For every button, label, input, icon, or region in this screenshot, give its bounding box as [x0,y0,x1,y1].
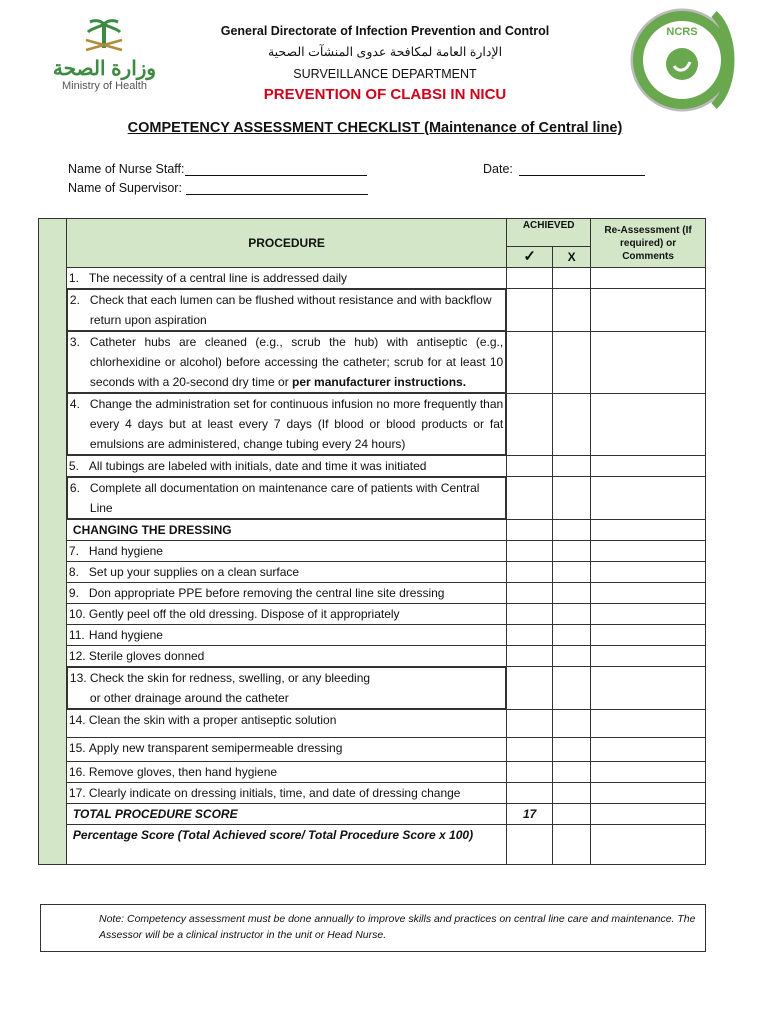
not-achieved-cell[interactable] [553,331,591,393]
directorate-title: General Directorate of Infection Prevention and Control [220,24,550,38]
procedure-cell [66,541,506,562]
table-row [39,710,706,738]
not-achieved-cell[interactable] [553,583,591,604]
table-row [39,625,706,646]
ncrs-logo [624,4,744,116]
procedure-cell [66,604,506,625]
ministry-of-health-logo [42,18,167,98]
item-text: The necessity of a central line is addressed daily [88,271,348,285]
item-number: 13. [69,671,87,685]
total-procedure-label: TOTAL PROCEDURE SCORE [66,804,506,825]
not-achieved-cell[interactable] [553,783,591,804]
comment-cell[interactable] [591,762,706,783]
item-text: Change the administration set for continuous infusion no more frequently than every 4 days but at least every 7 days (If blood or blood products or fat emulsions are administered, change tubing every 24 hours) [89,397,504,451]
procedure-cell [66,646,506,667]
item-number: 17. [68,786,86,800]
achieved-cell[interactable] [507,477,553,520]
nurse-name-line[interactable] [185,163,367,176]
item-number: 8. [68,565,79,579]
table-row [39,667,706,710]
not-achieved-cell[interactable] [553,667,591,710]
achieved-cell[interactable] [507,783,553,804]
item-number: 6. [69,481,80,495]
comment-cell[interactable] [591,667,706,710]
percentage-comment-cell[interactable] [591,825,706,865]
percentage-row [39,825,706,865]
item-text: All tubings are labeled with initials, date and time it was initiated [88,459,427,473]
comment-cell[interactable] [591,456,706,477]
comment-cell[interactable] [591,331,706,393]
reassessment-header: Re-Assessment (If required) or Comments [591,219,706,268]
note-box [40,904,706,952]
item-number: 4. [69,397,80,411]
achieved-cell[interactable] [507,646,553,667]
procedure-cell [66,562,506,583]
date-field[interactable] [483,162,645,176]
procedure-cell [66,583,506,604]
x-column-header: X [553,247,591,268]
table-row [39,456,706,477]
comment-cell[interactable] [591,268,706,289]
comment-cell[interactable] [591,625,706,646]
document-title: COMPETENCY ASSESSMENT CHECKLIST (Maintenance of Central line) [127,120,623,136]
table-row [39,393,706,456]
item-number: 10. [68,607,86,621]
achieved-cell[interactable] [507,541,553,562]
table-row [39,604,706,625]
date-line[interactable] [519,163,645,176]
procedure-cell [66,738,506,762]
item-number: 15. [68,741,86,755]
not-achieved-cell[interactable] [553,541,591,562]
comment-cell[interactable] [591,541,706,562]
logo-arabic-text: وزارة الصحة [52,58,157,80]
table-row [39,331,706,393]
comment-cell[interactable] [591,783,706,804]
total-row [39,804,706,825]
achieved-cell[interactable] [507,762,553,783]
comment-cell[interactable] [591,738,706,762]
table-row [39,477,706,520]
comment-cell[interactable] [591,710,706,738]
section-title: CHANGING THE DRESSING [66,520,506,541]
not-achieved-cell[interactable] [553,456,591,477]
achieved-cell[interactable] [507,625,553,646]
not-achieved-cell[interactable] [553,762,591,783]
logo-english-text: Ministry of Health [62,80,147,92]
procedure-cell [66,783,506,804]
procedure-cell [66,710,506,738]
note-text: Note: Competency assessment must be done annually to improve skills and practices on central line care and maintenance. The Assessor will be a clinical instructor in the unit or Head Nurse. [99,913,696,941]
item-text: Clearly indicate on dressing initials, time, and date of dressing change [88,786,461,800]
table-row [39,646,706,667]
item-text: Hand hygiene [88,544,163,558]
check-column-header: ✓ [507,247,553,268]
comment-cell[interactable] [591,477,706,520]
item-number: 2. [69,293,80,307]
item-text: Clean the skin with a proper antiseptic solution [88,713,337,727]
empty-cell [553,804,591,825]
section-row [39,520,706,541]
item-number: 14. [68,713,86,727]
achieved-cell[interactable] [507,562,553,583]
program-title: PREVENTION OF CLABSI IN NICU [263,86,507,103]
table-row [39,541,706,562]
supervisor-name-field[interactable] [68,181,368,195]
item-number: 7. [68,544,79,558]
item-text-bold: per manufacturer instructions. [292,375,467,389]
not-achieved-cell[interactable] [553,268,591,289]
nurse-name-field[interactable] [68,162,367,176]
comment-cell[interactable] [591,289,706,332]
item-text: Apply new transparent semipermeable dressing [88,741,343,755]
green-side-band [39,219,67,865]
procedure-header: PROCEDURE [66,219,506,268]
achieved-cell[interactable] [507,604,553,625]
not-achieved-cell[interactable] [553,625,591,646]
procedure-cell [67,393,506,455]
comment-cell[interactable] [591,393,706,456]
comment-cell[interactable] [591,604,706,625]
empty-cell [507,520,553,541]
empty-cell [591,804,706,825]
procedure-cell [67,331,506,393]
comment-cell[interactable] [591,562,706,583]
achieved-cell[interactable] [507,393,553,456]
item-text: Hand hygiene [88,628,163,642]
competency-checklist-table [38,218,706,865]
procedure-cell [66,456,506,477]
not-achieved-cell[interactable] [553,562,591,583]
achieved-cell[interactable] [507,268,553,289]
total-procedure-value: 17 [507,804,553,825]
procedure-cell [66,268,506,289]
table-row [39,762,706,783]
not-achieved-cell[interactable] [553,289,591,332]
achieved-cell[interactable] [507,583,553,604]
item-text: Check that each lumen can be flushed without resistance and with backflow return upon aspiration [89,293,492,327]
supervisor-name-label: Name of Supervisor: [68,181,182,195]
achieved-header: ACHIEVED [507,219,591,247]
table-row [39,289,706,332]
directorate-arabic: الإدارة العامة لمكافحة عدوى المنشآت الصحية [267,45,503,59]
item-number: 16. [68,765,86,779]
table-row [39,783,706,804]
achieved-cell[interactable] [507,289,553,332]
department-title: SURVEILLANCE DEPARTMENT [293,67,477,81]
item-number: 5. [68,459,79,473]
not-achieved-cell[interactable] [553,477,591,520]
table-row [39,738,706,762]
percentage-score-label: Percentage Score (Total Achieved score/ Total Procedure Score x 100) [66,825,506,865]
table-row [39,583,706,604]
nurse-name-label: Name of Nurse Staff: [68,162,185,176]
table-row [39,562,706,583]
item-number: 9. [68,586,79,600]
item-text: Check the skin for redness, swelling, or any bleeding or other drainage around the catheter [89,671,371,705]
achieved-cell[interactable] [507,710,553,738]
empty-cell [553,520,591,541]
procedure-cell [67,667,506,709]
item-text: Complete all documentation on maintenance care of patients with Central Line [89,481,480,515]
procedure-cell [66,625,506,646]
achieved-cell[interactable] [507,667,553,710]
not-achieved-cell[interactable] [553,646,591,667]
percentage-x-cell[interactable] [553,825,591,865]
achieved-cell[interactable] [507,456,553,477]
item-number: 3. [69,335,80,349]
item-text: Remove gloves, then hand hygiene [88,765,278,779]
item-text: Set up your supplies on a clean surface [88,565,300,579]
table-row [39,268,706,289]
item-text: Don appropriate PPE before removing the central line site dressing [88,586,445,600]
supervisor-name-line[interactable] [186,182,368,195]
achieved-cell[interactable] [507,331,553,393]
not-achieved-cell[interactable] [553,738,591,762]
empty-cell [591,520,706,541]
not-achieved-cell[interactable] [553,710,591,738]
date-label: Date: [483,162,513,176]
not-achieved-cell[interactable] [553,393,591,456]
procedure-cell [66,762,506,783]
achieved-cell[interactable] [507,738,553,762]
item-number: 11. [68,628,85,642]
item-number: 12. [68,649,86,663]
not-achieved-cell[interactable] [553,604,591,625]
item-text: Sterile gloves donned [88,649,205,663]
comment-cell[interactable] [591,583,706,604]
item-text: Catheter hubs are cleaned (e.g., scrub the hub) with antiseptic (e.g., chlorhexidine or alcohol) before accessing the catheter; scrub for at least 10 seconds with a 20-second dry time or [89,335,504,389]
ncrs-seal-emblem [624,4,744,116]
item-number: 1. [68,271,79,285]
procedure-cell [67,289,506,331]
procedure-cell [67,477,506,519]
percentage-achieved-cell[interactable] [507,825,553,865]
comment-cell[interactable] [591,646,706,667]
item-text: Gently peel off the old dressing. Dispose of it appropriately [88,607,400,621]
ncrs-text: NCRS [666,26,698,38]
